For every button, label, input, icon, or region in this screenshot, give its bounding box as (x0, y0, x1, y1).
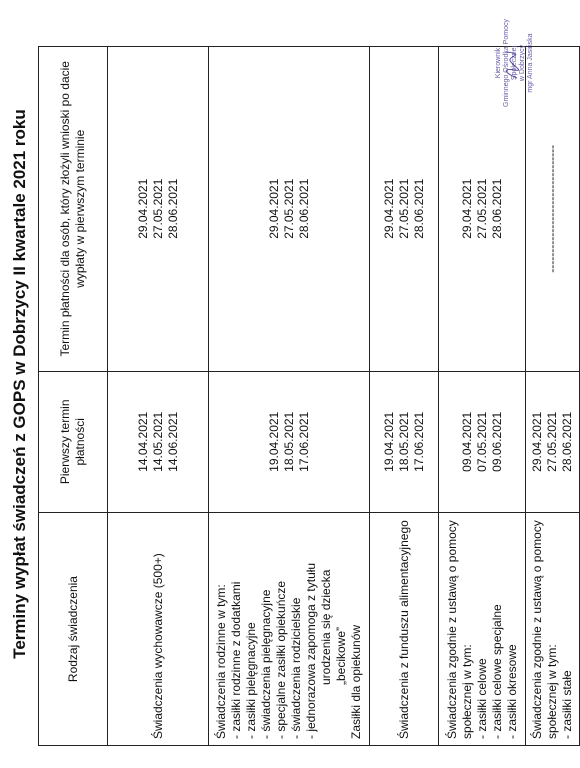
date-value: 17.06.2021 (411, 411, 426, 472)
stamp-line: Gminnego Ośrodka Pomocy Społecznej (503, 19, 518, 107)
header-late-term: Termin płatności dla osób, który złożyli wnioski po dacie wypłaty w pierwszym terminie (39, 47, 108, 372)
first-term-cell (526, 371, 580, 513)
table-row (526, 47, 580, 746)
benefit-line: - jednorazowa zapomoga z tytułu (304, 562, 318, 739)
date-value: 27.05.2021 (474, 178, 489, 239)
benefit-line: - zasiłki okresowe (504, 644, 519, 739)
benefit-line: - zasiłki stałe (560, 670, 574, 739)
date-value: 27.05.2021 (150, 178, 165, 239)
benefit-line: społecznej w tym: (545, 644, 559, 739)
benefit-line: Świadczenia zgodnie z ustawą o pomocy (444, 520, 459, 739)
date-value: 17.06.2021 (296, 411, 311, 472)
benefit-line: Zasiłki dla opiekunów (349, 624, 363, 739)
late-term-cell (209, 47, 370, 372)
table-header-row (39, 47, 108, 746)
date-value: 18.05.2021 (396, 411, 411, 472)
late-term-cell (370, 47, 439, 372)
date-value: 19.04.2021 (266, 411, 281, 472)
benefit-name-cell (439, 513, 526, 746)
table-row (370, 47, 439, 746)
date-value: 09.04.2021 (459, 411, 474, 472)
benefit-line: - zasiłki pielęgnacyjne (244, 622, 258, 739)
benefit-name-cell (209, 513, 370, 746)
first-term-cell (370, 371, 439, 513)
header-benefit-type: Rodzaj świadczenia (39, 513, 108, 746)
table-row (209, 47, 370, 746)
date-value: 29.04.2021 (530, 411, 544, 472)
payment-schedule-table (38, 46, 580, 746)
benefit-name-cell (526, 513, 580, 746)
date-value: 14.05.2021 (150, 411, 165, 472)
date-value: 27.05.2021 (281, 178, 296, 239)
late-term-cell (108, 47, 209, 372)
date-value: 07.05.2021 (474, 411, 489, 472)
benefit-line: Świadczenia rodzinne w tym: (214, 584, 228, 739)
date-value: 18.05.2021 (281, 411, 296, 472)
date-value: 29.04.2021 (459, 178, 474, 239)
stamp-line: Kierownik (495, 47, 502, 79)
date-value: 29.04.2021 (266, 178, 281, 239)
date-value: 28.06.2021 (165, 178, 180, 239)
date-value: 27.05.2021 (545, 411, 559, 472)
benefit-line: - świadczenia rodzicielskie (289, 597, 303, 739)
benefit-line: Świadczenia wychowawcze (500+) (150, 553, 165, 739)
no-date-dash: -------------------------------- (545, 144, 559, 273)
date-value: 28.06.2021 (296, 178, 311, 239)
benefit-line: urodzenia się dziecka „becikowe” (319, 569, 348, 685)
benefit-line: - zasiłki celowe (474, 658, 489, 739)
first-term-cell (209, 371, 370, 513)
benefit-line: - zasiłki rodzinne z dodatkami (229, 581, 243, 739)
benefit-name-cell (370, 513, 439, 746)
benefit-name-cell (108, 513, 209, 746)
date-value: 14.04.2021 (135, 411, 150, 472)
header-first-term: Pierwszy termin płatności (39, 371, 108, 513)
date-value: 27.05.2021 (396, 178, 411, 239)
date-value: 29.04.2021 (135, 178, 150, 239)
date-value: 28.06.2021 (560, 411, 574, 472)
date-value: 28.06.2021 (489, 178, 504, 239)
date-value: 14.06.2021 (165, 411, 180, 472)
table-row (108, 47, 209, 746)
benefit-line: - specjalne zasiłki opiekuńcze (274, 580, 288, 739)
document-title: Terminy wypłat świadczeń z GOPS w Dobrzycy II kwartale 2021 roku (10, 109, 29, 659)
benefit-line: Świadczenia z funduszu alimentacyjnego (396, 520, 411, 739)
official-stamp (495, 8, 541, 118)
benefit-line: Świadczenia zgodnie z ustawą o pomocy (530, 520, 544, 739)
date-value: 28.06.2021 (411, 178, 426, 239)
signature-icon (501, 50, 523, 80)
stamp-line: w Dobrzycy (519, 44, 526, 82)
date-value: 19.04.2021 (381, 411, 396, 472)
benefit-line: - zasiłki celowe specjalne (489, 604, 504, 739)
date-value: 29.04.2021 (381, 178, 396, 239)
first-term-cell (439, 371, 526, 513)
table-row (439, 47, 526, 746)
first-term-cell (108, 371, 209, 513)
benefit-line: społecznej w tym: (459, 644, 474, 739)
benefit-line: - świadczenia pielęgnacyjne (259, 589, 273, 739)
stamp-line: mgr Anna Jasińska (527, 33, 534, 93)
date-value: 09.06.2021 (489, 411, 504, 472)
